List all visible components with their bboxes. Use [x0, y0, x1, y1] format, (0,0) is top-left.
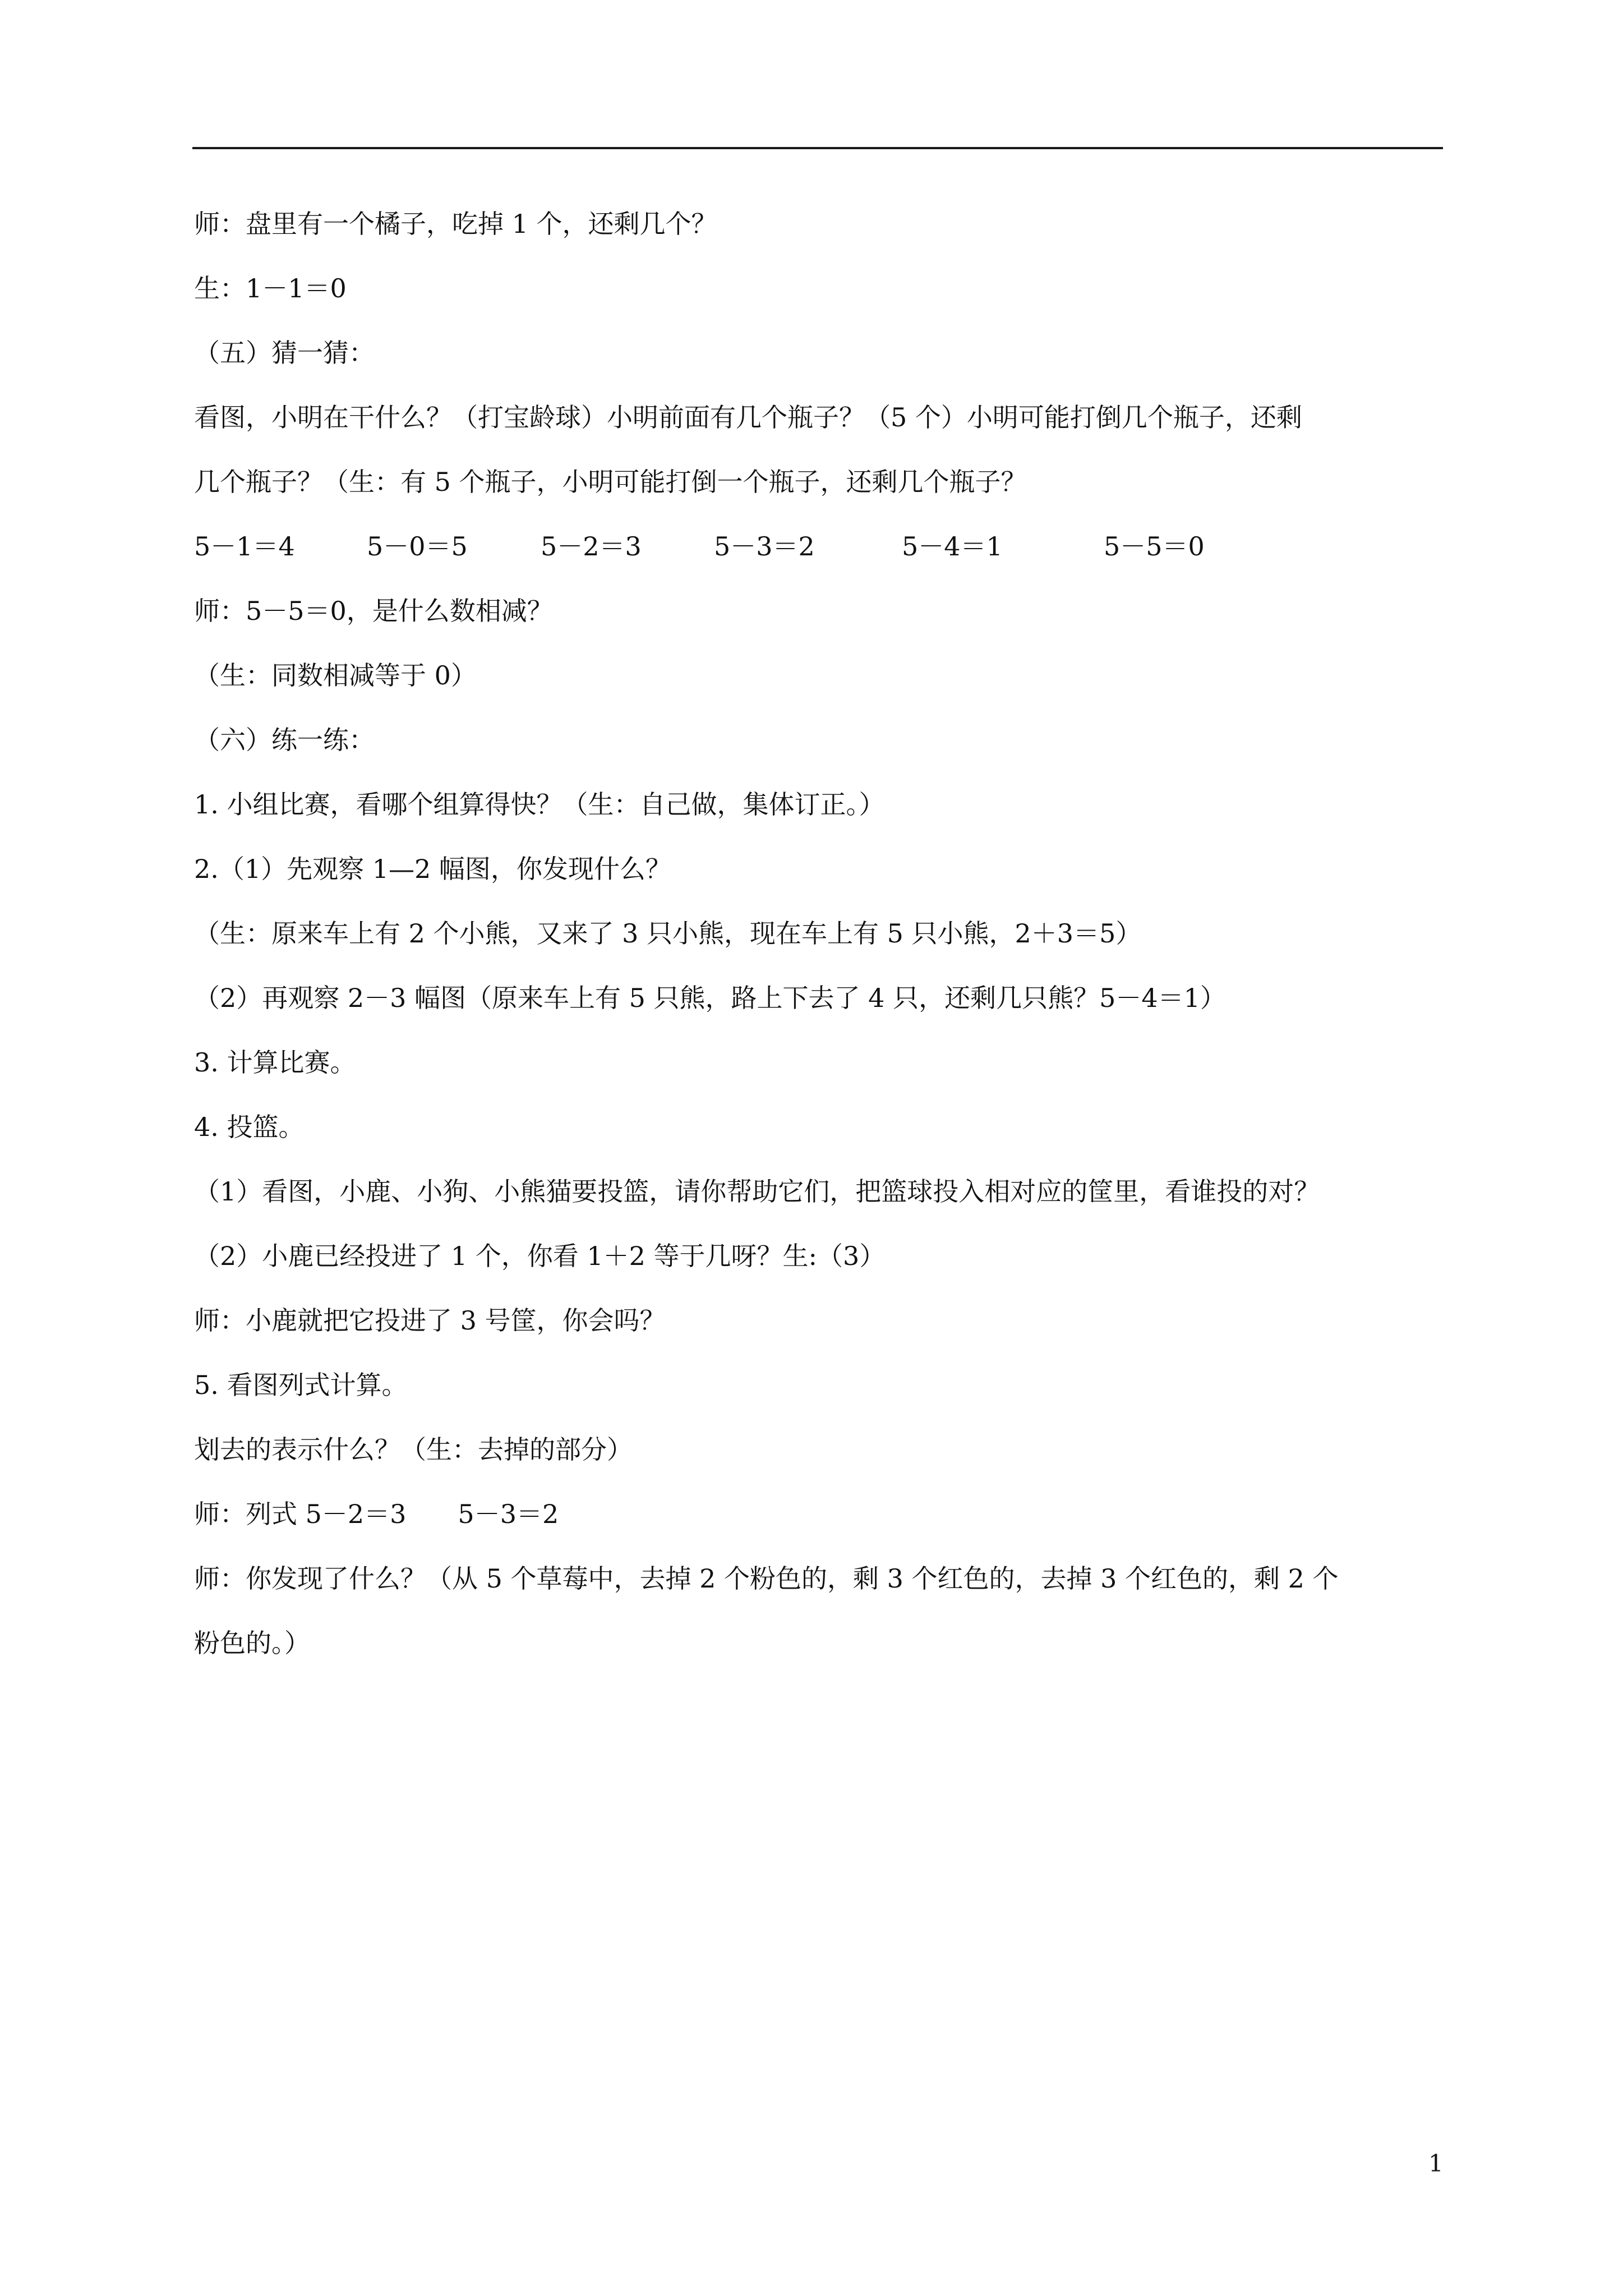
text-line: （生：同数相减等于 0） — [194, 660, 477, 691]
text-line: （生：原来车上有 2 个小熊，又来了 3 只小熊，现在车上有 5 只小熊，2＋3＝5） — [194, 918, 1142, 949]
text-line: 4. 投篮。 — [194, 1112, 305, 1142]
text-line: （1）看图，小鹿、小狗、小熊猫要投篮，请你帮助它们，把篮球投入相对应的筐里，看谁投的对？ — [194, 1176, 1320, 1207]
text-line: 3. 计算比赛。 — [194, 1047, 356, 1078]
text-line: 5. 看图列式计算。 — [194, 1370, 408, 1400]
equation: 5－2＝3 — [541, 531, 642, 562]
equation-row — [194, 530, 1445, 563]
text-line: 看图，小明在干什么？（打宝龄球）小明前面有几个瓶子？（5 个）小明可能打倒几个瓶子，还剩 — [194, 402, 1302, 432]
text-line: 粉色的。） — [194, 1628, 310, 1658]
text-line: 生：1－1＝0 — [194, 273, 347, 303]
equation: 5－5＝0 — [1104, 531, 1205, 562]
text-line: （2）小鹿已经投进了 1 个，你看 1＋2 等于几呀？生:（3） — [194, 1241, 886, 1271]
text-line: 划去的表示什么？（生：去掉的部分） — [194, 1434, 633, 1465]
text-line: （2）再观察 2－3 幅图（原来车上有 5 只熊，路上下去了 4 只，还剩几只熊？5－4＝1） — [194, 983, 1226, 1013]
text-line: 几个瓶子？（生：有 5 个瓶子，小明可能打倒一个瓶子，还剩几个瓶子？ — [194, 467, 1027, 497]
section-heading: （六）练一练： — [194, 725, 375, 755]
equation: 5－3＝2 — [714, 531, 815, 562]
page-number: 1 — [1428, 2150, 1444, 2177]
text-line: 1. 小组比赛，看哪个组算得快？（生：自己做，集体订正。） — [194, 789, 885, 820]
equation: 5－0＝5 — [367, 531, 468, 562]
text-line: 师：5－5＝0，是什么数相减？ — [194, 596, 553, 626]
document-body — [194, 208, 1445, 1691]
text-line: 师：列式 5－2＝3 5－3＝2 — [194, 1499, 559, 1529]
equation: 5－1＝4 — [194, 531, 295, 562]
text-line: 师：小鹿就把它投进了 3 号筐，你会吗？ — [194, 1305, 666, 1336]
header-rule — [192, 147, 1443, 149]
section-heading: （五）猜一猜： — [194, 338, 375, 368]
text-line: 2.（1）先观察 1—2 幅图，你发现什么？ — [194, 854, 671, 884]
equation: 5－4＝1 — [902, 531, 1003, 562]
text-line: 师：盘里有一个橘子，吃掉 1 个，还剩几个？ — [194, 209, 717, 239]
text-line: 师：你发现了什么？（从 5 个草莓中，去掉 2 个粉色的，剩 3 个红色的，去掉 3 个红色的，剩 2 个 — [194, 1563, 1339, 1594]
